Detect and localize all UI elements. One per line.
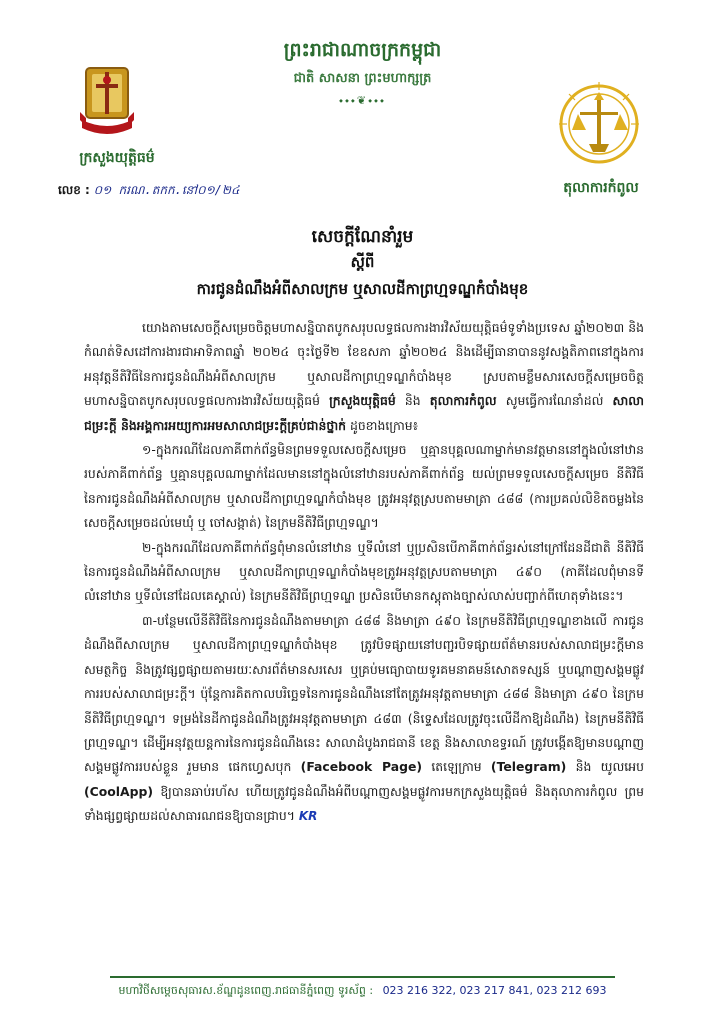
telegram-khmer: តេឡេក្រាម bbox=[431, 759, 482, 775]
footer-address-text: មហាវិថីសម្តេចសុធារស.ខ័ណ្ឌដូនពេញ.រាជធានីភ្នំពេញ bbox=[118, 984, 335, 997]
reference-value: ០១ ករណ.តកក.នៅ០១/២៤ bbox=[93, 183, 240, 197]
intro-rest: សូមធ្វើការណែនាំដល់ bbox=[505, 393, 604, 409]
national-motto: ជាតិ សាសនា ព្រះមហាក្សត្រ bbox=[293, 71, 432, 86]
ministry-name: ក្រសួងយុត្តិធម៌ bbox=[79, 150, 155, 166]
handwritten-initials: KR bbox=[298, 809, 318, 824]
intro-text: យោងតាមសេចក្តីសម្រេចចិត្តមហាសន្និបាតបូកសរុបលទ្ធផលការងារវិស័យយុត្តិធម៌ទូទាំងប្រទេស ឆ្នាំ២០២៣ និងកំណត់ទិសដៅការងារជាអាទិភាពឆ្នាំ ២០២៤ ចុះថ្ងៃទី២ ខែឧសភា ឆ្នាំ២០២៤ និងដើម្បីធានាបាននូវសង្គតិភាពនៅក្នុងការអនុវត្តនីតិវិធីនៃការជូនដំណឹងអំពីសាលក្រម ឬសាលដីកាព្រហ្មទណ្ឌកំបាំងមុខ ស្របតាមខ្លឹមសារសេចក្តីសម្រេចចិត្តមហាសន្និបាតបូកសរុបលទ្ធផលការងារវិស័យយុត្តិធម៌ bbox=[84, 320, 644, 409]
intro-paragraph bbox=[84, 316, 644, 438]
reference-label: លេខ : bbox=[58, 183, 90, 197]
telegram-label: (Telegram) bbox=[490, 759, 567, 775]
coolapp-khmer: និង យូលអេប bbox=[575, 759, 644, 775]
header-ornament: ⬩⬩⬩❦⬩⬩⬩ bbox=[339, 94, 386, 107]
intro-ministry: ក្រសួងយុត្តិធម៌ bbox=[329, 393, 396, 409]
ministry-emblem-icon bbox=[76, 62, 138, 144]
supreme-court-emblem-icon bbox=[556, 78, 642, 168]
document-subject: ការជូនដំណឹងអំពីសាលក្រម ឬសាលដីកាព្រហ្មទណ្ឌកំបាំងមុខ bbox=[196, 280, 529, 298]
paragraph-3-text: ៣-បន្ថែមលើនីតិវិធីនៃការជូនដំណឹងតាមមាត្រា ៤៨៨ និងមាត្រា ៤៩០ នៃក្រមនីតិវិធីព្រហ្មទណ្ឌខាងលើ ការជូនដំណឹងពីសាលក្រម ឬសាលដីកាព្រហ្មទណ្ឌកំបាំងមុខ ត្រូវបិទផ្សាយនៅបញ្ជរបិទផ្សាយព័ត៌មានរបស់សាលាជម្រះក្តីមានសមត្ថកិច្ច និងត្រូវផ្សព្វផ្សាយតាមរយៈសារព័ត៌មានសរសេរ ឬគ្រប់មធ្យោបាយទូរគមនាគមន៍សោតទស្សន៍ ឬបណ្តាញសង្គមផ្លូវការរបស់សាលាជម្រះក្តី។ ប៉ុន្តែការគិតកាលបរិច្ឆេទនៃការជូនដំណឹងនៅតែត្រូវអនុវត្តតាមមាត្រា ៤៨៨ និងមាត្រា ៤៩០ នៃក្រមនីតិវិធីព្រហ្មទណ្ឌ។ ទម្រង់នៃដីកាជូនដំណឹងត្រូវអនុវត្តតាមមាត្រា ៤៨៣ (និទ្ទេសដែលត្រូវចុះលើដីកាឱ្យដំណឹង) នៃក្រមនីតិវិធីព្រហ្មទណ្ឌ។ ដើម្បីអនុវត្តយន្តការនៃការជូនដំណឹងនេះ សាលាដំបូងរាជធានី ខេត្ត និងសាលាឧទ្ធរណ៍ ត្រូវបង្កើតឱ្យមានបណ្តាញសង្គមផ្លូវការរបស់ខ្លួន រួមមាន ផេកហ្វេសបុក bbox=[84, 612, 644, 775]
footer-phone-numbers: 023 216 322, 023 217 841, 023 212 693 bbox=[382, 984, 607, 997]
paragraph-2: ២-ក្នុងករណីដែលភាគីពាក់ព័ន្ធពុំមានលំនៅឋាន ឬទីលំនៅ ឬប្រសិនបើភាគីពាក់ព័ន្ធរស់នៅក្រៅដែនដីជាតិ នីតិវិធីនៃការជូនដំណឹងអំពីសាលក្រម ឬសាលដីកាព្រហ្មទណ្ឌកំបាំងមុខត្រូវអនុវត្តស្របតាមមាត្រា ៤៩០ (ភាគីដែលពុំមានទីលំនៅឋាន ឬទីលំនៅដែលគេស្គាល់) នៃក្រមនីតិវិធីព្រហ្មទណ្ឌ ប្រសិនបើមានកស្តុតាងច្បាស់លាស់បញ្ជាក់ពីហេតុទាំងនេះ។ bbox=[84, 539, 644, 604]
intro-and: និង bbox=[404, 393, 421, 409]
kingdom-heading: ព្រះរាជាណាចក្រកម្ពុជា bbox=[283, 39, 442, 61]
footer-phone-label: ទូរស័ព្ទ : bbox=[337, 984, 374, 997]
intro-recipients: សាលាជម្រះក្តី និងអង្គការអយ្យការអមសាលាជម្រះក្តីគ្រប់ជាន់ថ្នាក់ bbox=[84, 393, 644, 433]
document-title: សេចក្តីណែនាំរួម bbox=[311, 227, 414, 247]
document-subtitle-about: ស្តីពី bbox=[350, 253, 375, 271]
footer-divider bbox=[110, 976, 615, 978]
supreme-court-name: តុលាការកំពូល bbox=[563, 180, 639, 196]
document-body bbox=[84, 316, 644, 829]
paragraph-3-end: ឱ្យបានឆាប់រហ័ស ហើយត្រូវជូនដំណឹងអំពីបណ្តាញសង្គមផ្លូវការមកក្រសួងយុត្តិធម៌ និងតុលាការកំពូល ព្រមទាំងផ្សព្វផ្សាយដល់សាធារណជនឱ្យបានជ្រាប។ bbox=[84, 783, 644, 824]
footer-address bbox=[0, 984, 725, 1000]
intro-court: តុលាការកំពូល bbox=[429, 393, 497, 409]
coolapp-label: (CoolApp) bbox=[84, 783, 154, 799]
paragraph-3 bbox=[84, 609, 644, 829]
paragraph-1: ១-ក្នុងករណីដែលភាគីពាក់ព័ន្ធមិនព្រមទទួលសេចក្តីសម្រេច ឬគ្មានបុគ្គលណាម្នាក់មានវត្តមាននៅក្នុងលំនៅឋានរបស់ភាគីពាក់ព័ន្ធ ឬគ្មានបុគ្គលណាម្នាក់ដែលមាននៅក្នុងលំនៅឋានរបស់ភាគីពាក់ព័ន្ធ យល់ព្រមទទួលសេចក្តីសម្រេច នីតិវិធីនៃការជូនដំណឹងអំពីសាលក្រម ឬសាលដីកាព្រហ្មទណ្ឌកំបាំងមុខ ត្រូវអនុវត្តស្របតាមមាត្រា ៤៨៨ (ការប្រគល់លិខិតចម្លងនៃសេចក្តីសម្រេចដល់មេឃុំ ឬ ចៅសង្កាត់) នៃក្រមនីតិវិធីព្រហ្មទណ្ឌ។ bbox=[84, 442, 644, 531]
reference-number bbox=[58, 182, 239, 200]
intro-end: ដូចខាងក្រោម៖ bbox=[349, 417, 419, 433]
facebook-page-label: (Facebook Page) bbox=[300, 759, 423, 775]
